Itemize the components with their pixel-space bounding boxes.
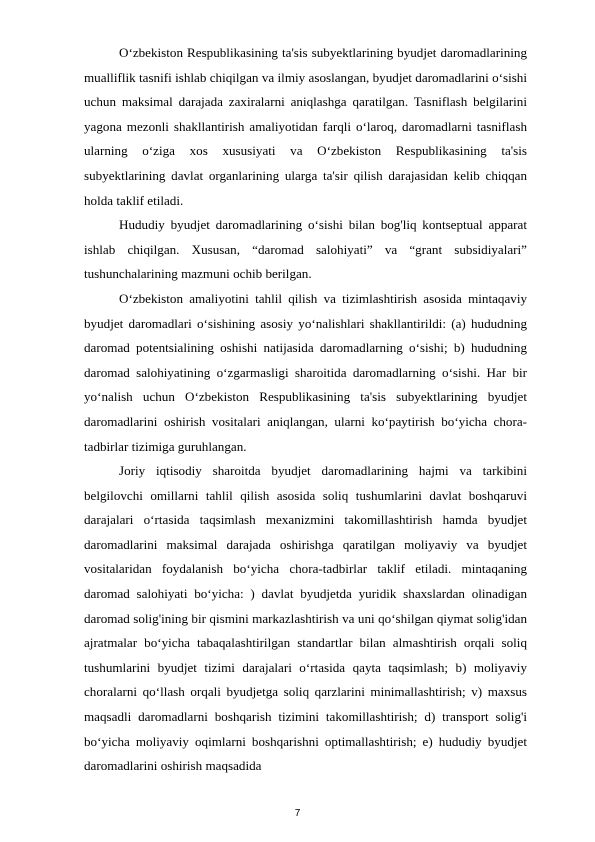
paragraph-classification: O‘zbekiston Respublikasining ta'sis subyektlarining byudjet daromadlarining mualliflik tasnifi ishlab chiqilgan va ilmiy asoslangan, byudjet daromadlarini o‘sishi uchun maksimal darajada zaxiralarni aniqlashga qaratilgan. Tasniflash belgilarini yagona mezonli shakllantirish amaliyotidan farqli o‘laroq, daromadlarni tasniflash ularning o‘ziga xos xususiyati va O‘zbekiston Respublikasining ta'sis subyektlarining davlat organlarining ularga ta'sir qilish darajasidan kelib chiqqan holda taklif etiladi. bbox=[84, 45, 527, 208]
paragraph-revenue-growth-directions: O‘zbekiston amaliyotini tahlil qilish va tizimlashtirish asosida mintaqaviy byudjet daromadlari o‘sishining asosiy yo‘nalishlari shakllantirildi: (a) hududning daromad potentsialining oshishi natijasida daromadlarning o‘sishi; b) hududning daromad salohiyatining o‘zgarmasligi sharoitida daromadlarning o‘sishi. Har bir yo‘nalish uchun O‘zbekiston Respublikasining ta'sis subyektlarining byudjet daromadlarini oshirish vositalari aniqlangan, ularni ko‘paytirish bo‘yicha chora-tadbirlar tizimiga guruhlangan. bbox=[84, 290, 527, 454]
paragraph-measures: Joriy iqtisodiy sharoitda byudjet daromadlarining hajmi va tarkibini belgilovchi omillarni tahlil qilish asosida soliq tushumlarini davlat boshqaruvi darajalari o‘rtasida taqsimlash mexanizmini takomillashtirish hamda byudjet daromadlarini maksimal darajada oshirishga qaratilgan moliyaviy va byudjet vositalaridan foydalanish bo‘yicha chora-tadbirlar taklif etiladi. mintaqaning daromad salohiyati bo‘yicha: ) davlat byudjetda yuridik shaxslardan olinadigan daromad solig'ining bir qismini markazlashtirish va uni qo‘shilgan qiymat solig'idan ajratmalar bo‘yicha tabaqalashtirilgan standartlar bilan almashtirish orqali soliq tushumlarini byudjet tizimi darajalari o‘rtasida qayta taqsimlash; b) moliyaviy choralarni qo‘llash orqali byudjetga soliq qarzlarini minimallashtirish; v) maxsus maqsadli daromadlarni boshqarish tizimini takomillashtirish; d) transport solig'i bo‘yicha moliyaviy oqimlarni boshqarishni optimallashtirish; e) hududiy byudjet daromadlarini oshirish maqsadida bbox=[84, 463, 527, 774]
document-page bbox=[84, 41, 527, 779]
paragraph-conceptual-apparatus: Hududiy byudjet daromadlarining o‘sishi bilan bog'liq kontseptual apparat ishlab chiqilgan. Xususan, “daromad salohiyati” va “grant subsidiyalari” tushunchalarining mazmuni ochib berilgan. bbox=[84, 217, 527, 282]
page-number: 7 bbox=[294, 808, 301, 819]
